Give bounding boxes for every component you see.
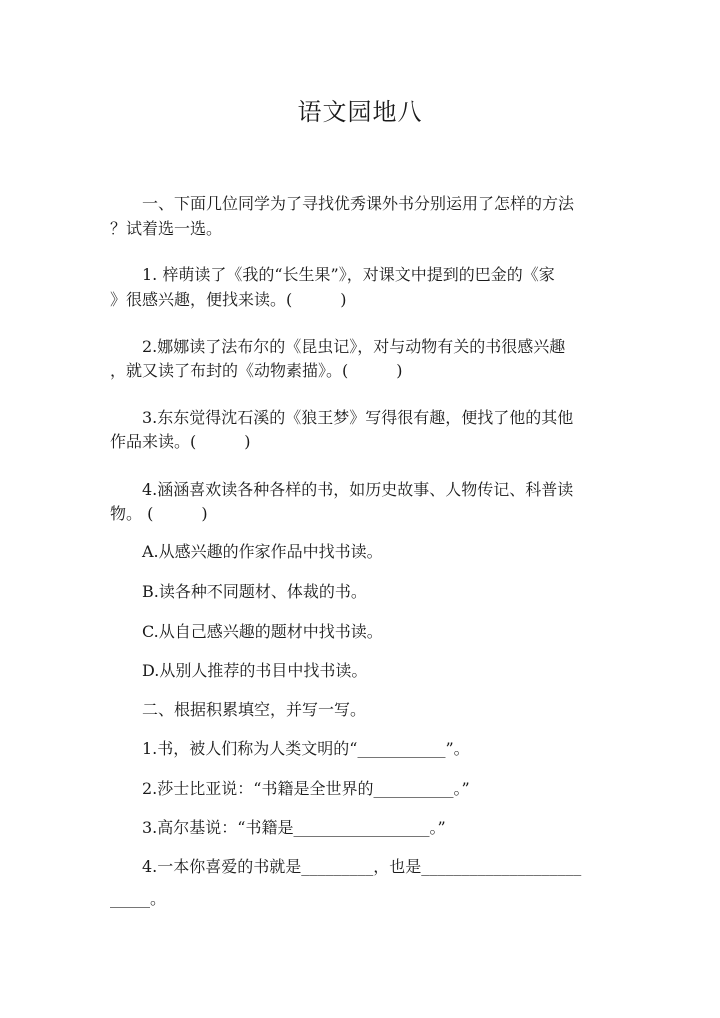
fill-question-1: 1.书，被人们称为人类文明的“___________”。 [142,739,470,758]
fill-question-4-line1: 4.一本你喜爱的书就是_________，也是____________________ [142,857,582,876]
fill-question-2: 2.莎士比亚说：“书籍是全世界的__________。” [142,779,470,798]
question-4-line2: 物。 ( ) [110,504,208,523]
section1-heading-line1: 一、下面几位同学为了寻找优秀课外书分别运用了怎样的方法 [142,194,575,213]
fill-question-3: 3.高尔基说：“书籍是_________________。” [142,818,446,837]
question-1-line2: 》很感兴趣，便找来读。( ) [110,290,347,309]
section1-heading-line2: ？试着选一选。 [110,219,223,238]
question-3-line2: 作品来读。( ) [110,432,251,451]
question-2-line1: 2.娜娜读了法布尔的《昆虫记》，对与动物有关的书很感兴趣 [142,337,566,356]
fill-question-4-line2: _____。 [110,889,167,908]
option-c: C.从自己感兴趣的题材中找书读。 [142,622,383,641]
page-title: 语文园地八 [297,98,423,126]
question-3-line1: 3.东东觉得沈石溪的《狼王梦》写得很有趣，便找了他的其他 [142,408,574,427]
option-a: A.从感兴趣的作家作品中找书读。 [142,542,383,561]
question-1-line1: 1. 梓萌读了《我的“长生果”》，对课文中提到的巴金的《家 [142,265,555,284]
option-b: B.读各种不同题材、体裁的书。 [142,582,367,601]
section2-heading: 二、根据积累填空，并写一写。 [142,700,367,719]
question-4-line1: 4.涵涵喜欢读各种各样的书，如历史故事、人物传记、科普读 [142,480,574,499]
question-2-line2: ，就又读了布封的《动物素描》。( ) [110,361,403,380]
option-d: D.从别人推荐的书目中找书读。 [142,661,368,680]
